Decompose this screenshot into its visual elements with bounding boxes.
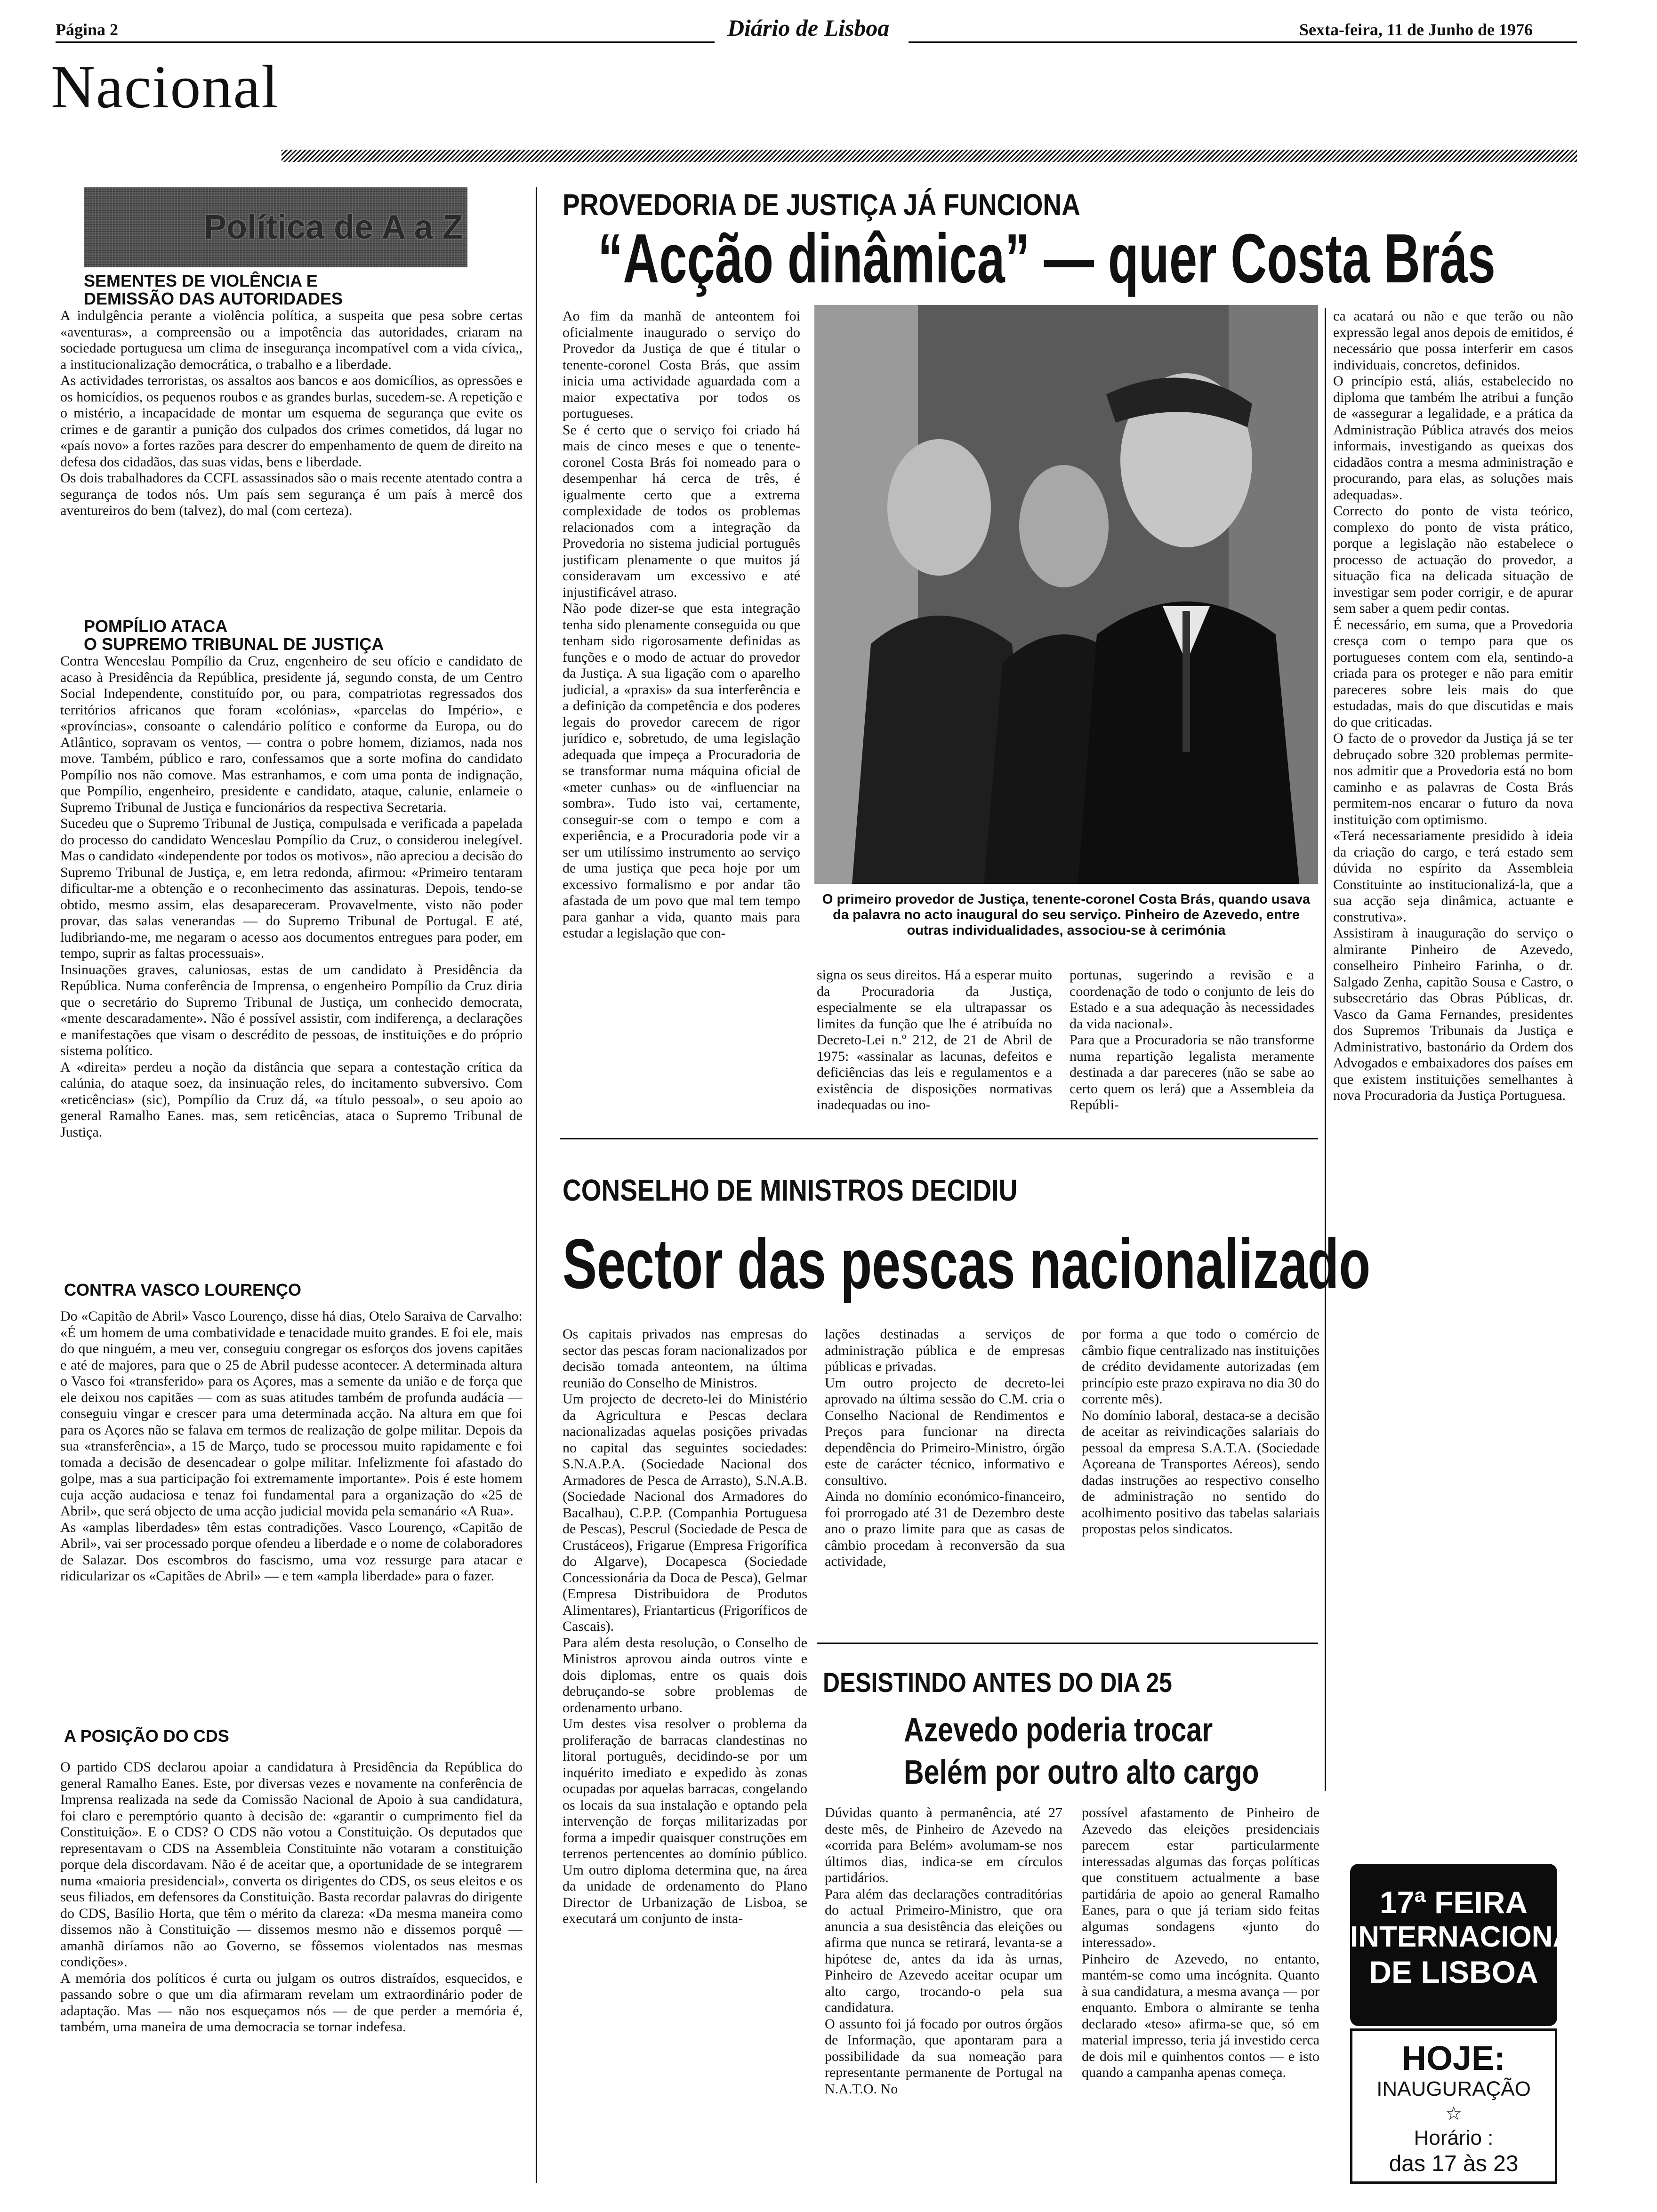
pescas-col2: lações destinadas a serviços de administração pública e de empresas públicas e privadas. Um outro projecto de decreto-lei aprovado na última sessão do C.M. cria o Conselho Nacional de Rendimentos e Preços para funcionar na directa dependência do Primeiro-Ministro, órgão este de carácter técnico, informativo e consultivo. Ainda no domínio económico-financeiro, foi prorrogado até 31 de Dezembro deste ano o prazo limite para que as casas de câmbio procedam à reconversão da sua actividade, — [825, 1326, 1065, 1569]
pescas-headline: Sector das pescas nacionalizado — [563, 1224, 1371, 1303]
hoje-label: HOJE: — [1401, 2040, 1506, 2077]
s4-title: A POSIÇÃO DO CDS — [64, 1726, 229, 1746]
provedoria-kicker: PROVEDORIA DE JUSTIÇA JÁ FUNCIONA — [563, 188, 1080, 222]
politica-banner — [84, 187, 467, 267]
masthead: Diário de Lisboa — [727, 15, 890, 41]
s4-text: O partido CDS declarou apoiar a candidatura à Presidência da República do general Ramalho Eanes. Este, por diversas vezes e novamente na conferência de Imprensa realizada na sede da Comissão Nacional de Apoio à sua candidatura, foi claro e peremptório quanto à decisão de: «garantir o cumprimento fiel da Constituição». E o CDS? O CDS não votou a Constituição. Os deputados que representavam o CDS na Assembleia Constituinte não votaram a constituição porque dela discordavam. Não é de aceitar que, a oportunidade de se integrarem numa «maioria presidencial», converta os dirigentes do CDS, os seus eleitos e os seus filiados, em defensores da Constituição. Basta recordar palavras do dirigente do CDS, Basílio Horta, que têm o mérito da clareza: «Da mesma maneira como dissemos não à Constituição — dissemos mesmo não e dissemos porquê — amanhã diríamos não ao Governo, se fôssemos violentados nas mesmas condições». A memória dos políticos é curta ou julgam os outros distraídos, esquecidos, e passando sobre o que um dia afirmaram revelam um extraordinário poder de adaptação. Mas — não nos esqueçamos nós — de que perder a memória é, também, uma maneira de uma democracia se tornar indefesa. — [60, 1759, 523, 2035]
s2-text: Contra Wenceslau Pompílio da Cruz, engenheiro de seu ofício e candidato de acaso à Presidência da República, presidente já, segundo consta, de um Centro Social Independente, constituído por, ou para, compatriotas regressados dos territórios africanos que foram «colónias», «parcelas do Império», e «províncias», consoante o calendário político e conforme da Europa, ou do Atlântico, sopravam os ventos, — contra o pobre homem, diziamos, nada nos move. Também, público e raro, confessamos que a sorte mofina do candidato Pompílio nos não comove. Mas estranhamos, e com uma ponta de indignação, que Pompílio, engenheiro, presidente e candidato, ataque, calunie, enlameie o Supremo Tribunal de Justiça e funcionários da respectiva Secretaria. Sucedeu que o Supremo Tribunal de Justiça, compulsada e verificada a papelada do processo do candidato Wenceslau Pompílio da Cruz, o considerou inelegível. Mas o candidato «independente por todos os motivos», não apreciou a decisão do Supremo Tribunal de Justiça, e, em letra redonda, afirmou: «Primeiro tentaram dificultar-me a obtenção e o reconhecimento das assinaturas. Depois, tendo-se obtido, mesmo assim, elas desapareceram. Provavelmente, visto não poder provar, das salas venerandas — do Supremo Tribunal de Portugal. E até, ludibriando-me, me negaram o acesso aos documentos entregues para poder, em tempo, suprir as faltas processuais». Insinuações graves, caluniosas, estas de um candidato à Presidência da República. Numa conferência de Imprensa, o engenheiro Pompílio da Cruz diria que o secretário do Supremo Tribunal de Justiça, um conhecido democrata, «mente descaradamente». Não é possível assistir, com indiferença, a declarações e manifestações que visam o descrédito de pessoas, de instituições e do próprio sistema político. A «direita» perdeu a noção da distância que separa a contestação crítica da calúnia, do ataque soez, da insinuação reles, do incitamento subversivo. Com «reticências» (sic), Pompílio da Cruz dá, «a título pessoal», o seu apoio ao general Ramalho Eanes. mas, sem reticências, ataca o Supremo Tribunal de Justiça. — [60, 653, 523, 1140]
azevedo-headline-1: Azevedo poderia trocar — [904, 1711, 1213, 1749]
provedoria-col2: signa os seus direitos. Há a esperar muito da Procuradoria da Justiça, especialmente se ela ultrapassar os limites da função que lhe é atribuída no Decreto-Lei n.º 212, de 21 de Abril de 1975: «assinalar as lacunas, defeitos e deficiências das leis e regulamentos e a existência de disposições normativas inadequadas ou ino- — [817, 967, 1052, 1113]
pescas-bottom-rule — [817, 1643, 1318, 1644]
left-articles — [60, 272, 523, 2145]
provedoria-headline: “Acção dinâmica” — quer Costa Brás — [598, 220, 1496, 297]
provedoria-col1: Ao fim da manhã de anteontem foi oficialmente inaugurado o serviço do Provedor da Justiça de que é titular o tenente-coronel Costa Brás, que assim inicia uma actividade aguardada com a maior expectativa por todos os portugueses. Se é certo que o serviço foi criado há mais de cinco meses e que o tenente-coronel Costa Brás foi nomeado para o desempenhar há cerca de três, é igualmente certo que a extrema complexidade de todos os problemas relacionados com a integração da Provedoria no sistema judicial português justificam plenamente o que muitos já consideravam um excessivo e até injustificável atraso. Não pode dizer-se que esta integração tenha sido plenamente conseguida ou que tenham sido rigorosamente definidas as funções e o modo de actuar do provedor da Justiça. A sua ligação com o aparelho judicial, a «praxis» da sua interferência e a definição da competência e dos poderes legais do provedor carecem de rigor jurídico e, sobretudo, de uma legislação adequada que impeça a Procuradoria de se transformar numa máquina oficial de «meter cunhas» ou de «influenciar na sombra». Tudo isto vai, certamente, conseguir-se com o tempo e com a experiência, e a Procuradoria pode vir a ser um utilíssimo instrumento ao serviço de uma justiça que peca hoje por um excessivo formalismo e por andar tão afastada de um povo que mal tem tempo para ganhar a vida, quanto mais para estudar a legislação que con- — [563, 308, 800, 941]
header-rule-right — [909, 41, 1577, 43]
s1-text: A indulgência perante a violência política, a suspeita que pesa sobre certas «aventuras», a compreensão ou a impotência das autoridades, criaram na sociedade portuguesa um clima de insegurança incompatível com a vida cívica,, a institucionalização democrática, o trabalho e a liberdade. As actividades terroristas, os assaltos aos bancos e aos domicílios, as opressões e os homicídios, os pequenos roubos e as grandes burlas, sucedem-se. A repetição e o mistério, a incapacidade de montar um esquema de segurança que evite os crimes e de garantir a punição dos culpados dos crimes cometidos, dá lugar no «país novo» a fortes razões para descrer do empenhamento de quem de direito na defesa dos cidadãos, das suas vidas, bens e liberdade. Os dois trabalhadores da CCFL assassinados são o mais recente atentado contra a segurança de todos nós. Um país sem segurança é um país à mercê dos aventureiros do bem (talvez), do mal (com certeza). — [60, 308, 523, 518]
section-title-hatch — [282, 150, 1577, 162]
feira-ad — [1350, 1864, 1592, 2026]
azevedo-col1: Dúvidas quanto à permanência, até 27 deste mês, de Pinheiro de Azevedo na «corrida para Belém» avolumam-se nos últimos dias, indica-se em círculos partidários. Para além das declarações contraditórias do actual Primeiro-Ministro, que ora anuncia a sua desistência das eleições ou afirma que nunca se retirará, levanta-se a hipótese de, antes da ida às urnas, Pinheiro de Azevedo aceitar ocupar um alto cargo, trocando-o pela sua candidatura. O assunto foi já focado por outros órgãos de Informação, que apontaram para a possibilidade da sua nomeação para representante permanente de Portugal na N.A.T.O. No — [825, 1805, 1062, 2097]
s3-title: CONTRA VASCO LOURENÇO — [64, 1280, 301, 1299]
star-icon: ☆ — [1445, 2103, 1462, 2124]
s3-text: Do «Capitão de Abril» Vasco Lourenço, disse há dias, Otelo Saraiva de Carvalho: «É um homem de uma combatividade e tenacidade muito grandes. E foi ele, mais do que ninguém, a meu ver, conseguiu congregar os esforços dos jovens capitães e até de majores, para que o 25 de Abril pudesse acontecer. A determinada altura o Vasco foi «transferido» para os Açores, mas a semente da união e de força que ele deixou nos capitães — com as suas atitudes também de profunda audácia — conseguiu vingar e crescer para uma determinada acção. Na altura em que foi para os Açores não se falava em termos de realização de golpe militar. Depois da sua «transferência», a 15 de Março, tudo se processou muito rapidamente e foi tomada a decisão de desencadear o golpe militar. Infelizmente foi afastado do golpe, mas a sua participação foi extremamente importante». Pois é este homem cuja acção audaciosa e tenaz foi fundamental para a organização do «25 de Abril», que será objecto de uma acção judicial movida pela semanário «A Rua». As «amplas liberdades» têm estas contradições. Vasco Lourenço, «Capitão de Abril», vai ser processado porque ofendeu a liberdade e o nome de colaboradores de Salazar. Dos escombros do fascismo, uma voz ressurge para atacar e ridicularizar os «Capitães de Abril» — e tem «ampla liberdade» para o fazer. — [60, 1308, 523, 1584]
feira-ad-line3: DE LISBOA — [1369, 1955, 1538, 1989]
header-date: Sexta-feira, 11 de Junho de 1976 — [1299, 20, 1533, 39]
s1-title: SEMENTES DE VIOLÊNCIA E DEMISSÃO DAS AUTORIDADES — [84, 271, 343, 308]
pescas-col3: por forma a que todo o comércio de câmbio fique centralizado nas instituições de crédito devidamente autorizadas (em princípio este prazo expirava no dia 30 do corrente mês). No domínio laboral, destaca-se a decisão de aceitar as reivindicações salariais do pessoal da empresa S.A.T.A. (Sociedade Açoreana de Transportes Aéreos), sendo dadas instruções ao respectivo conselho de administração no sentido do acolhimento positivo das tabelas salariais propostas pelos sindicatos. — [1082, 1326, 1319, 1537]
horario-label: Horário : — [1414, 2126, 1494, 2149]
inauguracao-label: INAUGURAÇÃO — [1376, 2077, 1531, 2100]
provedoria-photo — [814, 305, 1318, 884]
azevedo-kicker: DESISTINDO ANTES DO DIA 25 — [823, 1667, 1172, 1698]
azevedo-headline-2: Belém por outro alto cargo — [904, 1754, 1259, 1791]
feira-ad-line1: 17ª FEIRA — [1379, 1885, 1528, 1920]
photo-caption: O primeiro provedor de Justiça, tenente-coronel Costa Brás, quando usava da palavra no acto inaugural do seu serviço. Pinheiro de Azevedo, entre outras individualidades, associou-se à cerimónia — [822, 892, 1311, 938]
horas-label: das 17 às 23 — [1389, 2151, 1519, 2176]
provedoria-col3: portunas, sugerindo a revisão e a coordenação de todo o conjunto de leis do Estado e a sua adequação às necessidades da vida nacional». Para que a Procuradoria se não transforme numa repartição legalista meramente destinada a dar pareceres (não se sabe ao certo quem os lerá) que a Assembleia da Repúbli- — [1070, 967, 1314, 1113]
feira-ad-line2: INTERNACIONAL — [1350, 1921, 1592, 1953]
pescas-col1: Os capitais privados nas empresas do sector das pescas foram nacionalizados por decisão tomada anteontem, na última reunião do Conselho de Ministros. Um projecto de decreto-lei do Ministério da Agricultura e Pescas declara nacionalizadas aquelas posições privadas no capital das seguintes sociedades: S.N.A.P.A. (Sociedade Nacional dos Armadores de Pesca de Arrasto), S.N.A.B. (Sociedade Nacional dos Armadores do Bacalhau), C.P.P. (Companhia Portuguesa de Pescas), Pescrul (Sociedade de Pesca de Crustáceos), Frigarue (Empresa Frigorífica do Algarve), Docapesca (Sociedade Concessionária da Doca de Pesca), Gelmar (Empresa Distribuidora de Produtos Alimentares), Friantarticus (Frigoríficos de Cascais). Para além desta resolução, o Conselho de Ministros aprovou ainda outros vinte e dois diplomas, entre os quais dois debruçando-se sobre problemas de ordenamento urbano. Um destes visa resolver o problema da proliferação de barracas clandestinas no litoral português, decidindo-se por um inquérito imediato e expedido às zonas ocupadas por aquelas barracas, congelando os locais da sua instalação e optando pela intervenção de forças militarizadas por forma a impedir quaisquer construções em terrenos pertencentes ao domínio público. Um outro diploma determina que, na área da unidade de ordenamento do Plano Director de Urbanização de Lisboa, se executará um conjunto de insta- — [563, 1326, 807, 1926]
azevedo-col2: possível afastamento de Pinheiro de Azevedo das eleições presidenciais parecem estar particularmente interessadas algumas das forças políticas que constituem actualmente a base partidária de apoio ao general Ramalho Eanes, para o que já teriam sido feitas algumas sondagens «junto do interessado». Pinheiro de Azevedo, no entanto, mantém-se como uma incógnita. Quanto à sua candidatura, a mesma avança — por enquanto. Embora o almirante se tenha declarado «teso» afirma-se que, só em material impresso, teria já investido cerca de dois mil e quinhentos contos — e isto quando a campanha apenas começa. — [1082, 1805, 1319, 2080]
provedoria-bottom-rule — [560, 1138, 1318, 1139]
col-divider-right — [1325, 308, 1326, 1791]
provedoria-col4: ca acatará ou não e que terão ou não expressão legal anos depois de emitidos, é necessário que possa interferir em casos individuais, concretos, definidos. O princípio está, aliás, estabelecido no diploma que também lhe atribui a função de «assegurar a legalidade, e a prática da Administração Pública através dos meios informais, investigando as queixas dos cidadãos contra a mesma administração e procurando, para elas, as soluções mais adequadas». Correcto do ponto de vista teórico, complexo do ponto de vista prático, porque a legislação não estabelece o processo de actuação do provedor, a situação fica na delicada situação de investigar sem poder corrigir, e de apurar sem saber a quem pedir contas. É necessário, em suma, que a Provedoria cresça com o tempo para que os portugueses contem com ela, sentindo-a criada para os proteger e não para emitir pareceres sobre leis mais do que estudadas, mais do que discutidas e mais do que criticadas. O facto de o provedor da Justiça já se ter debruçado sobre 320 problemas permite-nos admitir que a Provedoria está no bom caminho e as palavras de Costa Brás permitem-nos encarar o futuro da nova instituição com optimismo. «Terá necessariamente presidido à ideia da criação do cargo, e terá estado sem dúvida no espírito da Assembleia Constituinte ao institucionalizá-la, que a sua acção seja dinâmica, actuante e construtiva». Assistiram à inauguração do serviço o almirante Pinheiro de Azevedo, conselheiro Pinheiro Farinha, o dr. Salgado Zenha, capitão Sousa e Castro, o subsecretário das Obras Públicas, dr. Vasco da Gama Fernandes, presidentes dos Supremos Tribunais da Justiça e Administrativo, bastonário da Ordem dos Advogados e embaixadores dos países em que existem instituições semelhantes à nova Procuradoria da Justiça Portuguesa. — [1333, 308, 1573, 1103]
header-rule-left — [56, 41, 715, 43]
politica-banner-title: Política de A a Z — [204, 208, 463, 246]
horario-box — [1350, 2028, 1557, 2184]
photo-illustration — [814, 305, 1318, 884]
s2-title: POMPÍLIO ATACA O SUPREMO TRIBUNAL DE JUSTIÇA — [84, 617, 384, 654]
section-title: Nacional — [51, 53, 280, 121]
page-number: Página 2 — [56, 20, 119, 39]
pescas-kicker: CONSELHO DE MINISTROS DECIDIU — [563, 1173, 1018, 1207]
col-divider-left — [536, 187, 537, 2183]
